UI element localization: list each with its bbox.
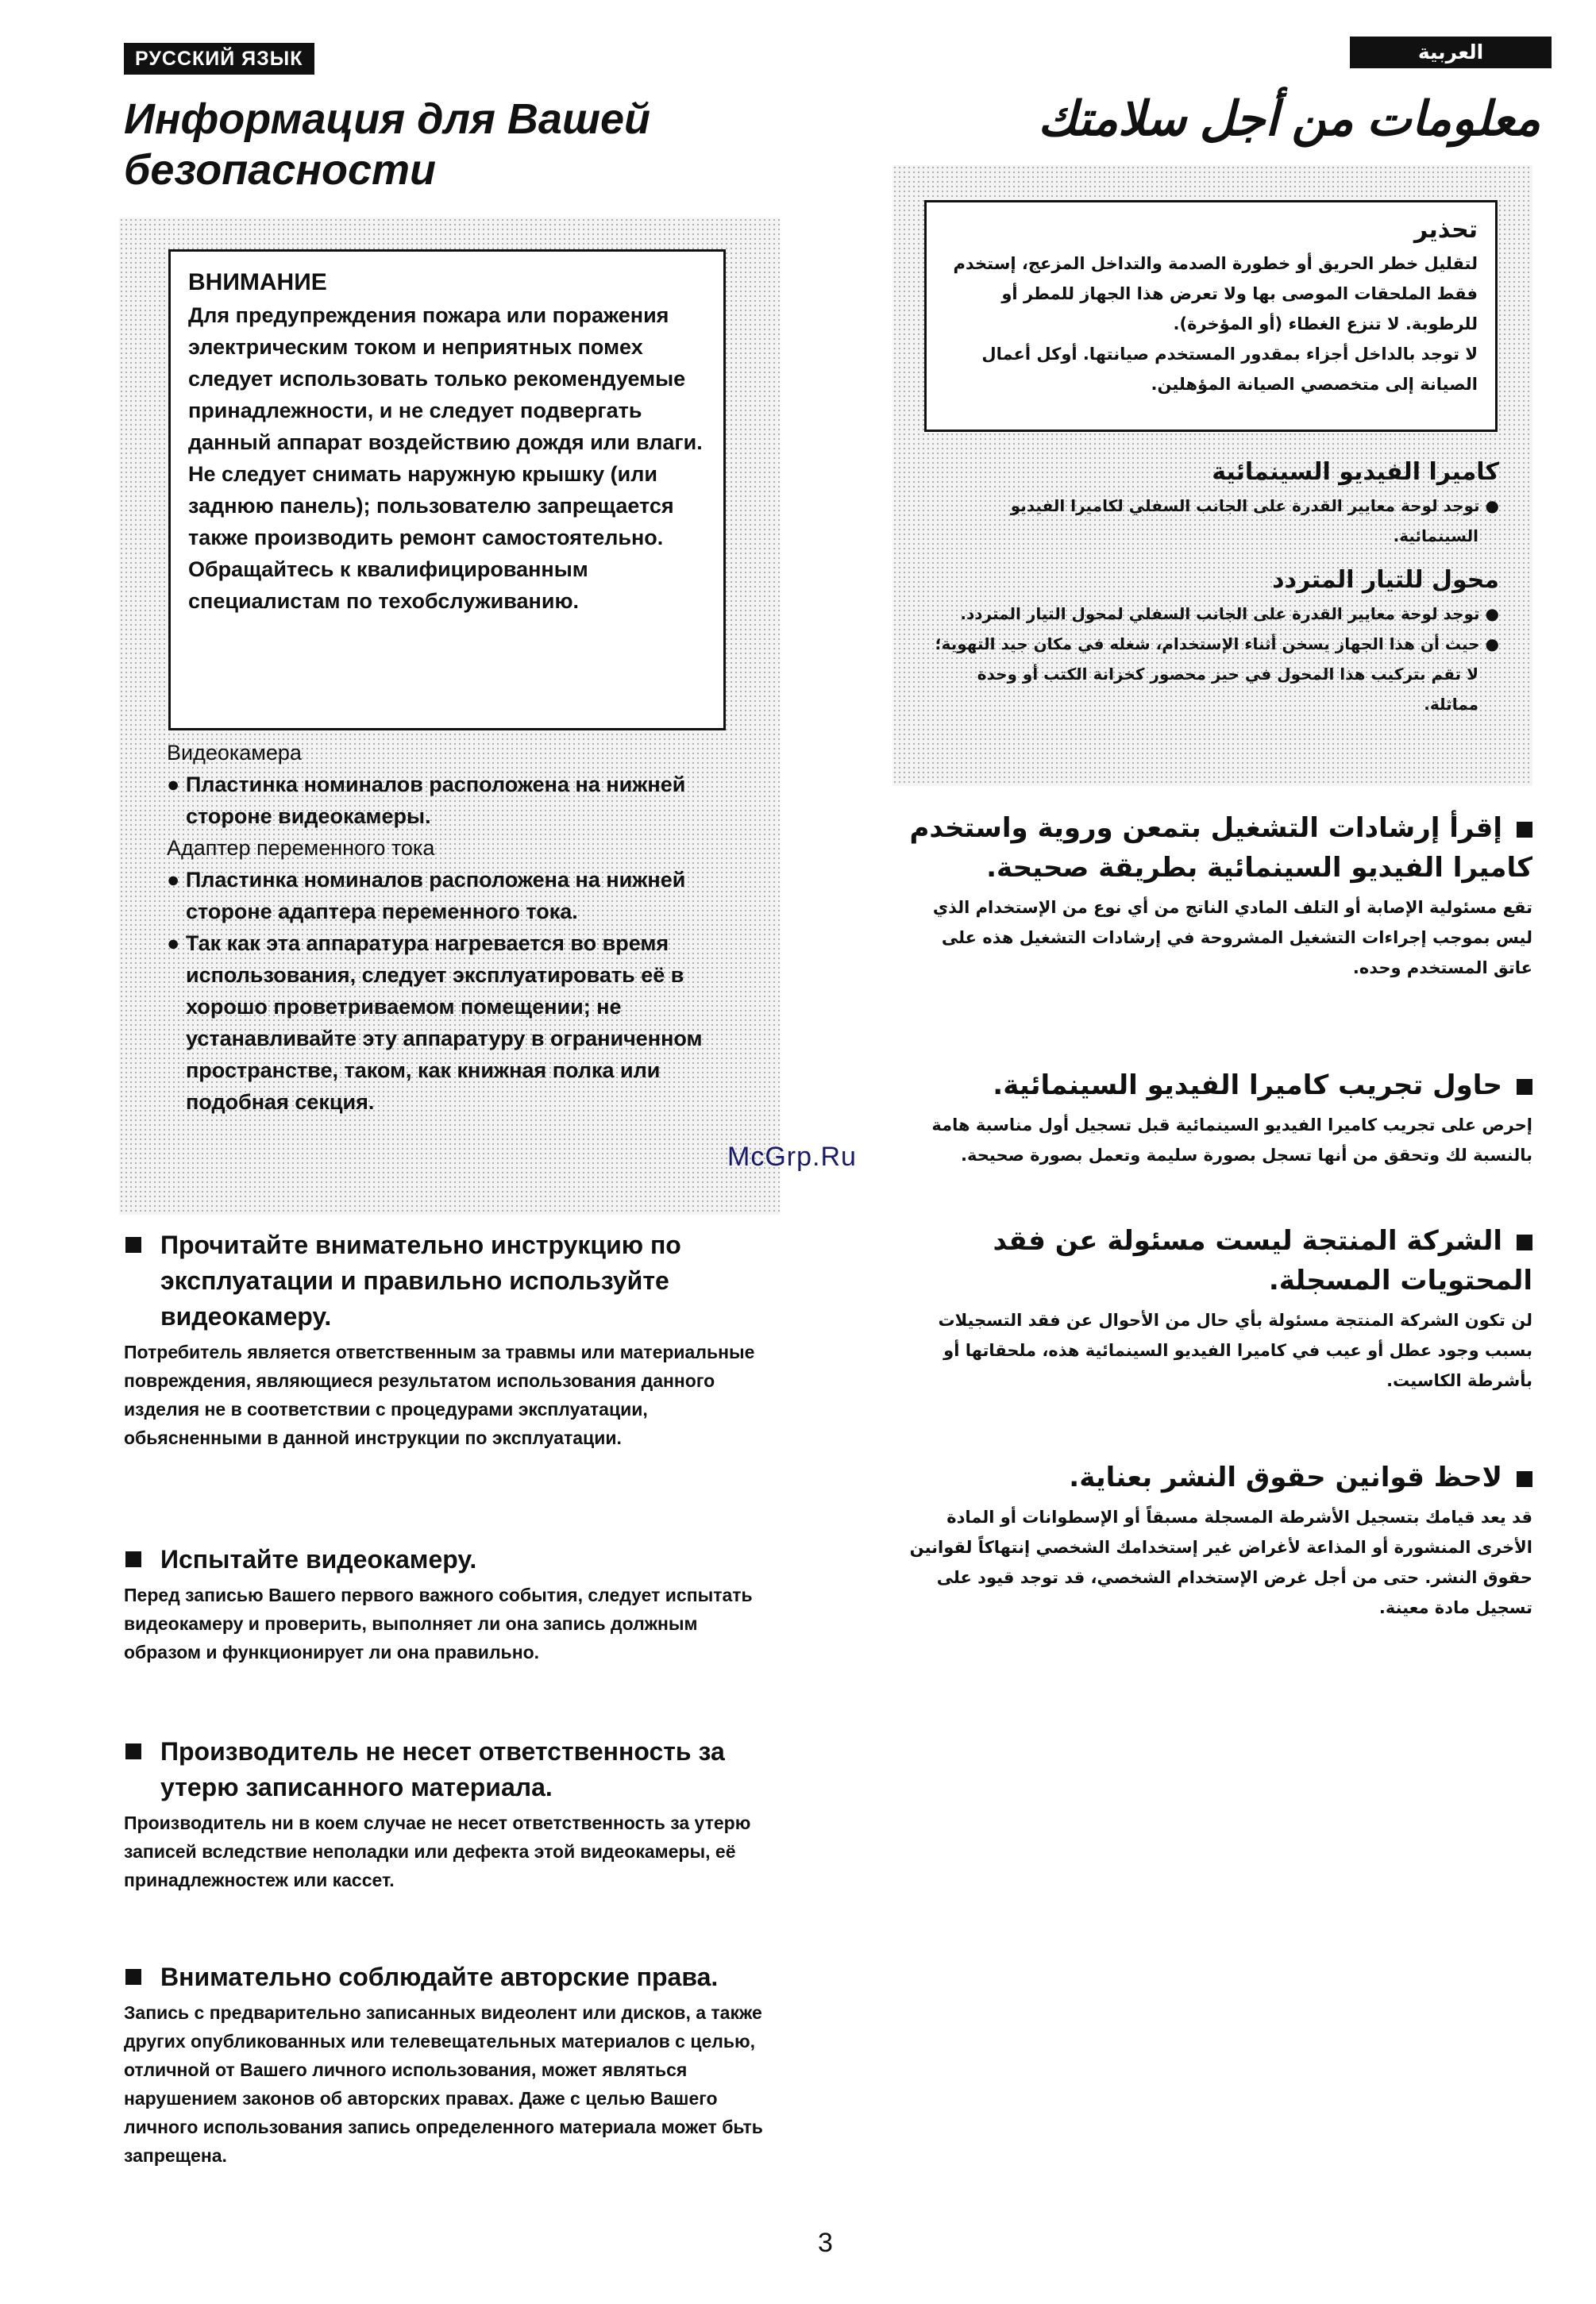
- ar-section-heading: إقرأ إرشادات التشغيل بتمعن وروية واستخدم كاميرا الفيديو السينمائية بطريقة صحيحة.: [909, 812, 1532, 884]
- ru-section-body: Потребитель является ответственным за травмы или материальные повреждения, являющиеся результатом использования данного изделия не в соответствии с процедурами эксплуатации, обьясненными в данной инструкции по эксплуатации.: [124, 1342, 755, 1448]
- ar-warning-text-1: لتقليل خطر الحريق أو خطورة الصدمة والتداخل المزعج، إستخدم فقط الملحقات الموصى بها ولا تعرض هذا الجهاز للمطر أو للرطوبة. لا تنزع الغطاء (أو المؤخرة).: [953, 254, 1478, 333]
- language-tag-russian: РУССКИЙ ЯЗЫК: [124, 43, 314, 75]
- ru-camera-label: Видеокамера: [167, 741, 302, 765]
- ru-safety-panel: [119, 218, 780, 1215]
- ru-warning-text: Для предупреждения пожара или поражения электрическим током и неприятных помех следует использовать только рекомендуемые принадлежности, и не следует подвергать данный аппарат воздействию дождя или влаги. Не следует снимать наружную крышку (или заднюю панель); пользователю запрещается также производить ремонт самостоятельно. Обращайтесь к квалифицированным специалистам по техобслуживанию.: [188, 303, 703, 613]
- page-title-line2: безопасности: [124, 146, 436, 194]
- ar-adapter-bullet-1: ● توجد لوحة معايير القدرة على الجانب السفلي لمحول التيار المتردد.: [960, 604, 1499, 623]
- ar-safety-panel: [892, 165, 1532, 786]
- square-bullet-icon: [1517, 1235, 1532, 1250]
- ru-section-body: Запись с предварительно записанных видеолент или дисков, а также других опубликованных или телевещательных материалов с целью, отличной от Вашего личного использования, может являться нарушением законов об авторских правах. Даже с целью Вашего личного использования запись определенного материала может бьть запрещена.: [124, 2002, 763, 2166]
- ru-adapter-bullet-1: ● Пластинка номиналов расположена на нижней стороне адаптера переменного тока.: [167, 868, 686, 923]
- ru-section-heading: Испытайте видеокамеру.: [124, 1542, 775, 1578]
- ru-adapter-label: Адаптер переменного тока: [167, 836, 435, 860]
- ar-warning-box: [924, 200, 1498, 432]
- ru-warning-title: ВНИМАНИЕ: [188, 269, 327, 295]
- ru-camera-bullet: ● Пластинка номиналов расположена на нижней стороне видеокамеры.: [167, 772, 686, 828]
- square-bullet-icon: [1517, 1471, 1532, 1487]
- ar-section-body: تقع مسئولية الإصابة أو التلف المادي الناتج من أي نوع من الإستخدام الذي ليس بموجب إجراءات التشغيل المشروحة في إرشادات التشغيل هذه على عاتق المستخدم وحده.: [932, 898, 1532, 977]
- ru-section-3: [124, 1734, 775, 1894]
- ar-section-body: قد يعد قيامك بتسجيل الأشرطة المسجلة مسبقاً أو الإسطوانات أو المادة الأخرى المنشورة أو المذاعة لأغراض غير إستخدامك الشخصي إنتهاكاً لقوانين حقوق النشر. حتى من أجل غرض الإستخدام الشخصي، قد توجد قيود على تسجيل مادة معينة.: [909, 1508, 1532, 1617]
- ru-section-4: [124, 1959, 775, 2170]
- ru-warning-box: [168, 249, 726, 730]
- ru-section-1: [124, 1227, 775, 1452]
- ar-section-heading: لاحظ قوانين حقوق النشر بعناية.: [897, 1458, 1532, 1497]
- ru-section-2: [124, 1542, 775, 1666]
- ru-section-heading: Производитель не несет ответственность за утерю записанного материала.: [124, 1734, 775, 1805]
- ar-section-body: لن تكون الشركة المنتجة مسئولة بأي حال من الأحوال عن فقد التسجيلات بسبب وجود عطل أو عيب في كاميرا الفيديو السينمائية هذه، ملحقاتها أو بأشرطة الكاسيت.: [938, 1311, 1532, 1390]
- ar-camera-bullet: ● توجد لوحة معايير القدرة على الجانب السفلي لكاميرا الفيديو السينمائية.: [1010, 496, 1499, 545]
- ar-camera-heading: كاميرا الفيديو السينمائية: [1212, 458, 1499, 486]
- square-bullet-icon: [125, 1237, 141, 1253]
- ar-section-4: [897, 1458, 1532, 1623]
- ar-rating-info: [924, 454, 1499, 719]
- square-bullet-icon: [125, 1551, 141, 1567]
- ru-adapter-bullet-2: ● Так как эта аппаратура нагревается во время использования, следует эксплуатировать её в хорошо проветриваемом помещении; не устанавливайте эту аппаратуру в ограниченном пространстве, таком, как книжная полка или подобная секция.: [167, 931, 703, 1114]
- page-title-russian: [124, 94, 650, 195]
- square-bullet-icon: [125, 1743, 141, 1759]
- page-title-arabic: معلومات من أجل سلامتك: [1038, 92, 1540, 145]
- ar-section-body: إحرص على تجريب كاميرا الفيديو السينمائية قبل تسجيل أول مناسبة هامة بالنسبة لك وتحقق من أنها تسجل بصورة سليمة وتعمل بصورة صحيحة.: [931, 1115, 1532, 1165]
- ar-section-1: [897, 808, 1532, 983]
- ar-adapter-heading: محول للتيار المتردد: [1272, 566, 1499, 594]
- ar-warning-text-2: لا توجد بالداخل أجزاء بمقدور المستخدم صيانتها. أوكل أعمال الصيانة إلى متخصصي الصيانة المؤهلين.: [981, 345, 1478, 394]
- ru-section-heading: Внимательно соблюдайте авторские права.: [124, 1959, 775, 1995]
- ru-section-body: Перед записью Вашего первого важного события, следует испытать видеокамеру и проверить, выполняет ли она запись должным образом и функционирует ли она правильно.: [124, 1585, 753, 1663]
- ru-section-body: Производитель ни в коем случае не несет ответственность за утерю записей вследствие неполадки или дефекта этой видеокамеры, её принадлежностеж или кассет.: [124, 1813, 751, 1890]
- ru-rating-info: [167, 737, 738, 1118]
- ru-section-heading: Прочитайте внимательно инструкцию по эксплуатации и правильно используйте видеокамеру.: [124, 1227, 775, 1335]
- page-title-line1: Информация для Вашей: [124, 95, 650, 143]
- ar-warning-title: تحذير: [1413, 216, 1478, 244]
- ar-section-heading: الشركة المنتجة ليست مسئولة عن فقد المحتويات المسجلة.: [993, 1225, 1532, 1296]
- ar-section-2: [897, 1065, 1532, 1170]
- language-tag-arabic: العربية: [1350, 37, 1552, 68]
- watermark: McGrp.Ru: [727, 1142, 857, 1172]
- square-bullet-icon: [1517, 822, 1532, 838]
- ar-section-heading: حاول تجريب كاميرا الفيديو السينمائية.: [897, 1065, 1532, 1105]
- ar-section-3: [897, 1221, 1532, 1396]
- ar-adapter-bullet-2: ● حيث أن هذا الجهاز يسخن أثناء الإستخدام، شغله في مكان جيد التهوية؛ لا تقم بتركيب هذا المحول في حيز محصور كخزانة الكتب أو وحدة مماثلة.: [935, 634, 1499, 714]
- square-bullet-icon: [1517, 1079, 1532, 1095]
- square-bullet-icon: [125, 1969, 141, 1985]
- page-number: 3: [818, 2228, 833, 2258]
